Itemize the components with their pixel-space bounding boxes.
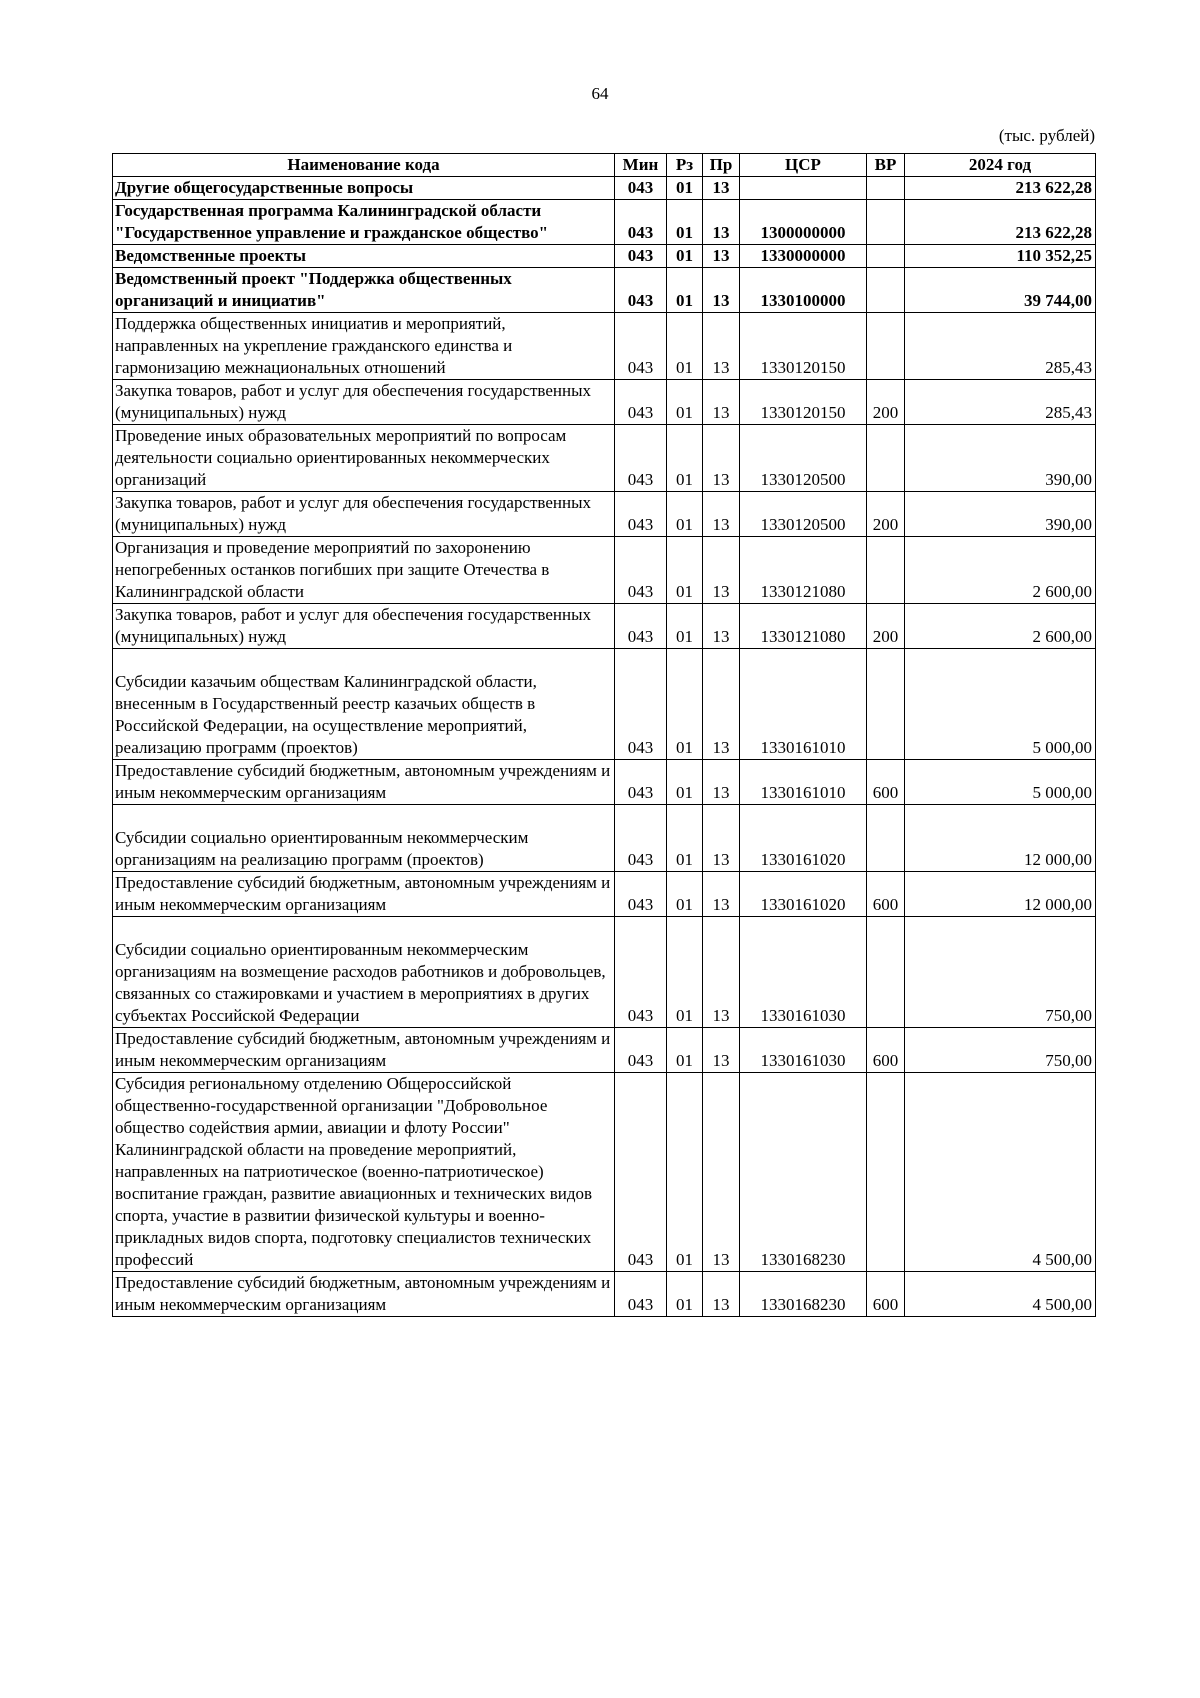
cell-rz: 01 <box>667 1272 703 1317</box>
table-row <box>113 313 1096 380</box>
cell-rz: 01 <box>667 649 703 760</box>
cell-vr: 600 <box>867 1272 905 1317</box>
cell-pr: 13 <box>703 537 740 604</box>
cell-pr: 13 <box>703 805 740 872</box>
cell-rz: 01 <box>667 537 703 604</box>
table-row <box>113 245 1096 268</box>
cell-amount: 213 622,28 <box>905 177 1096 200</box>
cell-csr: 1300000000 <box>740 200 867 245</box>
cell-pr: 13 <box>703 872 740 917</box>
cell-name: Субсидии социально ориентированным некоммерческим организациям на возмещение расходов работников и добровольцев, связанных со стажировками и участием в мероприятиях в других субъектах Российской Федерации <box>113 917 615 1028</box>
cell-name: Ведомственные проекты <box>113 245 615 268</box>
cell-amount: 5 000,00 <box>905 760 1096 805</box>
cell-min: 043 <box>615 649 667 760</box>
cell-pr: 13 <box>703 200 740 245</box>
cell-name: Другие общегосударственные вопросы <box>113 177 615 200</box>
cell-amount: 4 500,00 <box>905 1272 1096 1317</box>
cell-amount: 110 352,25 <box>905 245 1096 268</box>
cell-csr: 1330161010 <box>740 649 867 760</box>
cell-vr <box>867 200 905 245</box>
cell-pr: 13 <box>703 268 740 313</box>
table-row <box>113 1073 1096 1272</box>
cell-min: 043 <box>615 492 667 537</box>
cell-csr: 1330161030 <box>740 917 867 1028</box>
cell-vr <box>867 805 905 872</box>
cell-rz: 01 <box>667 1028 703 1073</box>
cell-csr: 1330120150 <box>740 313 867 380</box>
cell-rz: 01 <box>667 1073 703 1272</box>
cell-pr: 13 <box>703 380 740 425</box>
cell-amount: 390,00 <box>905 492 1096 537</box>
cell-min: 043 <box>615 1028 667 1073</box>
page-number: 64 <box>591 84 609 103</box>
cell-name: Поддержка общественных инициатив и мероприятий, направленных на укрепление гражданского единства и гармонизацию межнациональных отношений <box>113 313 615 380</box>
cell-amount: 2 600,00 <box>905 537 1096 604</box>
table-row <box>113 268 1096 313</box>
cell-pr: 13 <box>703 313 740 380</box>
table-row <box>113 492 1096 537</box>
table-row <box>113 805 1096 872</box>
cell-rz: 01 <box>667 425 703 492</box>
cell-csr: 1330161020 <box>740 805 867 872</box>
cell-name: Ведомственный проект "Поддержка общественных организаций и инициатив" <box>113 268 615 313</box>
table-row <box>113 380 1096 425</box>
cell-pr: 13 <box>703 1272 740 1317</box>
cell-vr <box>867 268 905 313</box>
cell-vr: 600 <box>867 1028 905 1073</box>
header-row <box>113 154 1096 177</box>
cell-name: Предоставление субсидий бюджетным, автономным учреждениям и иным некоммерческим организациям <box>113 1272 615 1317</box>
cell-amount: 750,00 <box>905 1028 1096 1073</box>
cell-amount: 213 622,28 <box>905 200 1096 245</box>
cell-vr <box>867 177 905 200</box>
cell-pr: 13 <box>703 1028 740 1073</box>
cell-vr <box>867 1073 905 1272</box>
cell-csr: 1330168230 <box>740 1073 867 1272</box>
table-row <box>113 425 1096 492</box>
cell-vr <box>867 425 905 492</box>
budget-table <box>112 153 1096 1317</box>
cell-name: Субсидия региональному отделению Общероссийской общественно-государственной организации "Добровольное общество содействия армии, авиации и флоту России" Калининградской области на проведение мероприятий, направленных на патриотическое (военно-патриотическое) воспитание граждан, развитие авиационных и технических видов спорта, участие в развитии физической культуры и военно-прикладных видов спорта, подготовку специалистов технических профессий <box>113 1073 615 1272</box>
header-pr: Пр <box>703 154 740 177</box>
units-label: (тыс. рублей) <box>998 126 1095 145</box>
cell-name: Предоставление субсидий бюджетным, автономным учреждениям и иным некоммерческим организациям <box>113 1028 615 1073</box>
table-row <box>113 604 1096 649</box>
table-row <box>113 649 1096 760</box>
cell-csr: 1330120500 <box>740 425 867 492</box>
cell-rz: 01 <box>667 805 703 872</box>
cell-vr <box>867 245 905 268</box>
cell-rz: 01 <box>667 917 703 1028</box>
cell-min: 043 <box>615 872 667 917</box>
cell-name: Предоставление субсидий бюджетным, автономным учреждениям и иным некоммерческим организациям <box>113 760 615 805</box>
cell-amount: 12 000,00 <box>905 872 1096 917</box>
cell-amount: 390,00 <box>905 425 1096 492</box>
cell-min: 043 <box>615 537 667 604</box>
cell-pr: 13 <box>703 917 740 1028</box>
cell-name: Субсидии казачьим обществам Калининградской области, внесенным в Государственный реестр казачьих обществ в Российской Федерации, на осуществление мероприятий, реализацию программ (проектов) <box>113 649 615 760</box>
cell-rz: 01 <box>667 245 703 268</box>
cell-rz: 01 <box>667 177 703 200</box>
cell-amount: 285,43 <box>905 313 1096 380</box>
header-year: 2024 год <box>905 154 1096 177</box>
cell-vr <box>867 917 905 1028</box>
cell-min: 043 <box>615 604 667 649</box>
table-row <box>113 537 1096 604</box>
cell-name: Предоставление субсидий бюджетным, автономным учреждениям и иным некоммерческим организациям <box>113 872 615 917</box>
cell-min: 043 <box>615 313 667 380</box>
cell-csr: 1330161020 <box>740 872 867 917</box>
cell-min: 043 <box>615 1272 667 1317</box>
cell-csr: 1330161030 <box>740 1028 867 1073</box>
header-csr: ЦСР <box>740 154 867 177</box>
cell-pr: 13 <box>703 1073 740 1272</box>
table-row <box>113 872 1096 917</box>
cell-amount: 2 600,00 <box>905 604 1096 649</box>
cell-pr: 13 <box>703 177 740 200</box>
cell-rz: 01 <box>667 268 703 313</box>
header-vr: ВР <box>867 154 905 177</box>
header-rz: Рз <box>667 154 703 177</box>
cell-pr: 13 <box>703 604 740 649</box>
cell-csr: 1330120500 <box>740 492 867 537</box>
cell-amount: 12 000,00 <box>905 805 1096 872</box>
cell-min: 043 <box>615 760 667 805</box>
header-min: Мин <box>615 154 667 177</box>
table-row <box>113 177 1096 200</box>
cell-rz: 01 <box>667 492 703 537</box>
cell-pr: 13 <box>703 425 740 492</box>
table-row <box>113 917 1096 1028</box>
cell-rz: 01 <box>667 760 703 805</box>
cell-vr: 200 <box>867 604 905 649</box>
cell-pr: 13 <box>703 760 740 805</box>
cell-name: Закупка товаров, работ и услуг для обеспечения государственных (муниципальных) нужд <box>113 492 615 537</box>
cell-amount: 5 000,00 <box>905 649 1096 760</box>
cell-name: Организация и проведение мероприятий по захоронению непогребенных останков погибших при защите Отечества в Калининградской области <box>113 537 615 604</box>
cell-min: 043 <box>615 805 667 872</box>
cell-min: 043 <box>615 245 667 268</box>
cell-vr: 200 <box>867 380 905 425</box>
cell-vr: 600 <box>867 872 905 917</box>
table-row <box>113 1272 1096 1317</box>
cell-vr <box>867 537 905 604</box>
cell-name: Проведение иных образовательных мероприятий по вопросам деятельности социально ориентированных некоммерческих организаций <box>113 425 615 492</box>
table-row <box>113 200 1096 245</box>
cell-min: 043 <box>615 268 667 313</box>
cell-min: 043 <box>615 1073 667 1272</box>
cell-pr: 13 <box>703 649 740 760</box>
header-name: Наименование кода <box>113 154 615 177</box>
cell-rz: 01 <box>667 872 703 917</box>
cell-pr: 13 <box>703 492 740 537</box>
cell-amount: 39 744,00 <box>905 268 1096 313</box>
cell-name: Закупка товаров, работ и услуг для обеспечения государственных (муниципальных) нужд <box>113 380 615 425</box>
cell-rz: 01 <box>667 380 703 425</box>
cell-name: Государственная программа Калининградской области "Государственное управление и гражданское общество" <box>113 200 615 245</box>
cell-rz: 01 <box>667 200 703 245</box>
cell-csr: 1330120150 <box>740 380 867 425</box>
cell-name: Закупка товаров, работ и услуг для обеспечения государственных (муниципальных) нужд <box>113 604 615 649</box>
cell-amount: 4 500,00 <box>905 1073 1096 1272</box>
cell-csr: 1330000000 <box>740 245 867 268</box>
cell-csr: 1330100000 <box>740 268 867 313</box>
cell-amount: 750,00 <box>905 917 1096 1028</box>
cell-name: Субсидии социально ориентированным некоммерческим организациям на реализацию программ (проектов) <box>113 805 615 872</box>
table-row <box>113 1028 1096 1073</box>
cell-vr <box>867 313 905 380</box>
cell-pr: 13 <box>703 245 740 268</box>
cell-rz: 01 <box>667 313 703 380</box>
cell-vr: 200 <box>867 492 905 537</box>
cell-csr: 1330168230 <box>740 1272 867 1317</box>
cell-amount: 285,43 <box>905 380 1096 425</box>
table-row <box>113 760 1096 805</box>
cell-csr: 1330161010 <box>740 760 867 805</box>
cell-vr: 600 <box>867 760 905 805</box>
cell-csr <box>740 177 867 200</box>
cell-min: 043 <box>615 177 667 200</box>
cell-csr: 1330121080 <box>740 604 867 649</box>
cell-min: 043 <box>615 380 667 425</box>
cell-csr: 1330121080 <box>740 537 867 604</box>
cell-min: 043 <box>615 425 667 492</box>
cell-vr <box>867 649 905 760</box>
cell-rz: 01 <box>667 604 703 649</box>
cell-min: 043 <box>615 200 667 245</box>
cell-min: 043 <box>615 917 667 1028</box>
